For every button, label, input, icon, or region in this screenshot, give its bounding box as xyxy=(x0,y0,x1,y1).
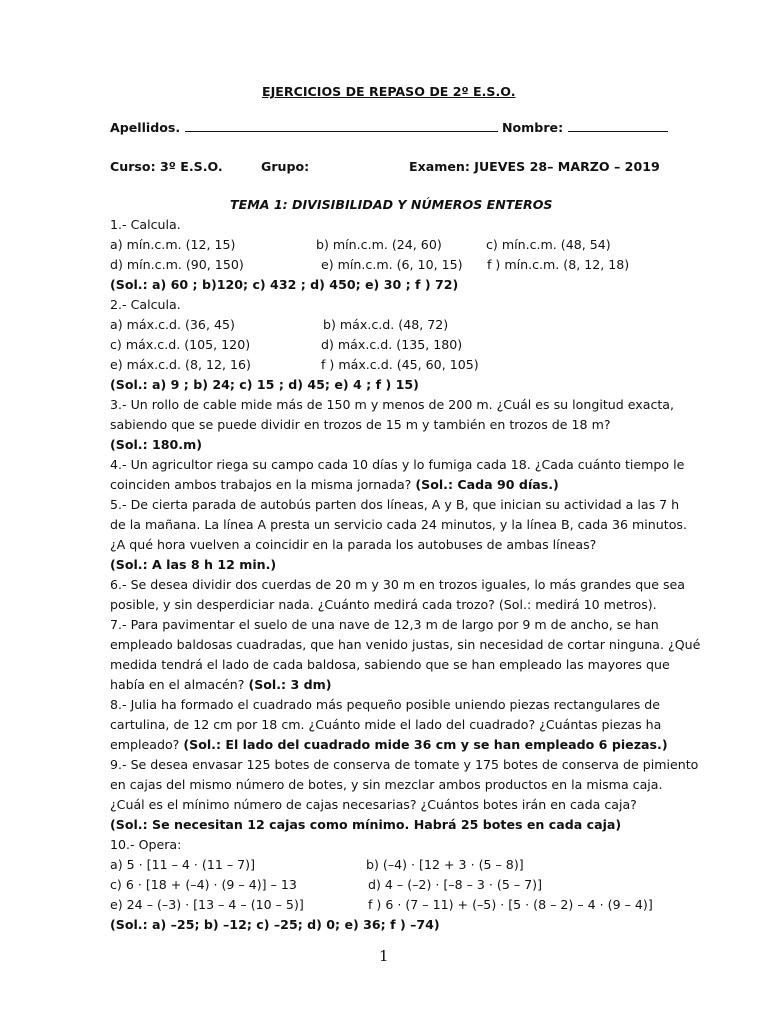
ex1-e: e) mín.c.m. (6, 10, 15) xyxy=(321,257,463,272)
ex4-line2 xyxy=(110,475,559,495)
ex5-line3: ¿A qué hora vuelven a coincidir en la parada los autobuses de ambas líneas? xyxy=(110,537,597,552)
ex8-line1: 8.- Julia ha formado el cuadrado más pequeño posible uniendo piezas rectangulares de xyxy=(110,697,661,712)
ex10-f: f ) 6 · (7 – 11) + (–5) · [5 · (8 – 2) – 4 · (9 – 4)] xyxy=(368,897,653,912)
ex1-b: b) mín.c.m. (24, 60) xyxy=(316,237,442,252)
ex9-line2: en cajas del mismo número de botes, y sin mezclar ambos productos en la misma caja. xyxy=(110,777,663,792)
ex2-a: a) máx.c.d. (36, 45) xyxy=(110,317,235,332)
ex10-a: a) 5 · [11 – 4 · (11 – 7)] xyxy=(110,857,256,872)
ex2-b: b) máx.c.d. (48, 72) xyxy=(323,317,449,332)
ex2-solution: (Sol.: a) 9 ; b) 24; c) 15 ; d) 45; e) 4 ; f ) 15) xyxy=(110,377,419,392)
ex8-line3-text: empleado? xyxy=(110,737,180,752)
ex7-line3: medida tendrá el lado de cada baldosa, sabiendo que se han empleado las mayores que xyxy=(110,657,670,672)
ex3-line2: sabiendo que se puede dividir en trozos de 15 m y también en trozos de 18 m? xyxy=(110,417,611,432)
apellidos-field xyxy=(110,117,668,138)
ex4-solution: (Sol.: Cada 90 días.) xyxy=(415,477,559,492)
apellidos-label: Apellidos. xyxy=(110,120,181,135)
apellidos-blank xyxy=(185,117,498,132)
document-title: EJERCICIOS DE REPASO DE 2º E.S.O. xyxy=(262,84,516,99)
ex9-solution: (Sol.: Se necesitan 12 cajas como mínimo. Habrá 25 botes en cada caja) xyxy=(110,817,622,832)
ex3-solution: (Sol.: 180.m) xyxy=(110,437,202,452)
ex2-e: e) máx.c.d. (8, 12, 16) xyxy=(110,357,251,372)
ex1-a: a) mín.c.m. (12, 15) xyxy=(110,237,236,252)
ex2-f: f ) máx.c.d. (45, 60, 105) xyxy=(321,357,479,372)
ex4-line2-text: coinciden ambos trabajos en la misma jornada? xyxy=(110,477,412,492)
ex3-line1: 3.- Un rollo de cable mide más de 150 m y menos de 200 m. ¿Cuál es su longitud exacta, xyxy=(110,397,675,412)
ex10-c: c) 6 · [18 + (–4) · (9 – 4)] – 13 xyxy=(110,877,297,892)
ex1-heading: 1.- Calcula. xyxy=(110,217,181,232)
ex7-line2: empleado baldosas cuadradas, que han venido justas, sin necesidad de cortar ninguna. ¿Qué xyxy=(110,637,701,652)
ex1-d: d) mín.c.m. (90, 150) xyxy=(110,257,244,272)
ex9-line3: ¿Cuál es el mínimo número de cajas necesarias? ¿Cuántos botes irán en cada caja? xyxy=(110,797,637,812)
ex1-solution: (Sol.: a) 60 ; b)120; c) 432 ; d) 450; e) 30 ; f ) 72) xyxy=(110,277,459,292)
ex10-e: e) 24 – (–3) · [13 – 4 – (10 – 5)] xyxy=(110,897,304,912)
ex10-d: d) 4 – (–2) · [–8 – 3 · (5 – 7)] xyxy=(368,877,542,892)
ex7-line1: 7.- Para pavimentar el suelo de una nave de 12,3 m de largo por 9 m de ancho, se han xyxy=(110,617,659,632)
ex2-d: d) máx.c.d. (135, 180) xyxy=(321,337,463,352)
ex10-solution: (Sol.: a) –25; b) –12; c) –25; d) 0; e) 36; f ) –74) xyxy=(110,917,440,932)
ex10-b: b) (–4) · [12 + 3 · (5 – 8)] xyxy=(366,857,524,872)
ex7-solution: (Sol.: 3 dm) xyxy=(248,677,332,692)
ex8-line3 xyxy=(110,735,668,755)
ex4-line1: 4.- Un agricultor riega su campo cada 10 días y lo fumiga cada 18. ¿Cada cuánto tiempo le xyxy=(110,457,685,472)
ex6-line2: posible, y sin desperdiciar nada. ¿Cuánto medirá cada trozo? (Sol.: medirá 10 metros). xyxy=(110,597,657,612)
nombre-blank xyxy=(568,117,668,132)
grupo-label: Grupo: xyxy=(261,159,310,174)
ex1-f: f ) mín.c.m. (8, 12, 18) xyxy=(487,257,630,272)
ex5-solution: (Sol.: A las 8 h 12 min.) xyxy=(110,557,277,572)
ex7-line4 xyxy=(110,675,332,695)
ex5-line1: 5.- De cierta parada de autobús parten dos líneas, A y B, que inician su actividad a las 7 h xyxy=(110,497,680,512)
page-number: 1 xyxy=(379,947,389,965)
ex8-solution: (Sol.: El lado del cuadrado mide 36 cm y se han empleado 6 piezas.) xyxy=(183,737,668,752)
ex2-c: c) máx.c.d. (105, 120) xyxy=(110,337,251,352)
ex7-line4-text: había en el almacén? xyxy=(110,677,245,692)
ex6-line1: 6.- Se desea dividir dos cuerdas de 20 m y 30 m en trozos iguales, lo más grandes que sea xyxy=(110,577,686,592)
curso-label: Curso: 3º E.S.O. xyxy=(110,159,223,174)
ex2-heading: 2.- Calcula. xyxy=(110,297,181,312)
ex8-line2: cartulina, de 12 cm por 18 cm. ¿Cuánto mide el lado del cuadrado? ¿Cuántas piezas ha xyxy=(110,717,662,732)
ex9-line1: 9.- Se desea envasar 125 botes de conserva de tomate y 175 botes de conserva de pimiento xyxy=(110,757,699,772)
tema-heading: TEMA 1: DIVISIBILIDAD Y NÚMEROS ENTEROS xyxy=(230,197,553,212)
nombre-label: Nombre: xyxy=(501,120,564,135)
ex10-heading: 10.- Opera: xyxy=(110,837,182,852)
examen-label: Examen: JUEVES 28– MARZO – 2019 xyxy=(409,159,660,174)
ex1-c: c) mín.c.m. (48, 54) xyxy=(486,237,611,252)
ex5-line2: de la mañana. La línea A presta un servicio cada 24 minutos, y la línea B, cada 36 minutos. xyxy=(110,517,687,532)
